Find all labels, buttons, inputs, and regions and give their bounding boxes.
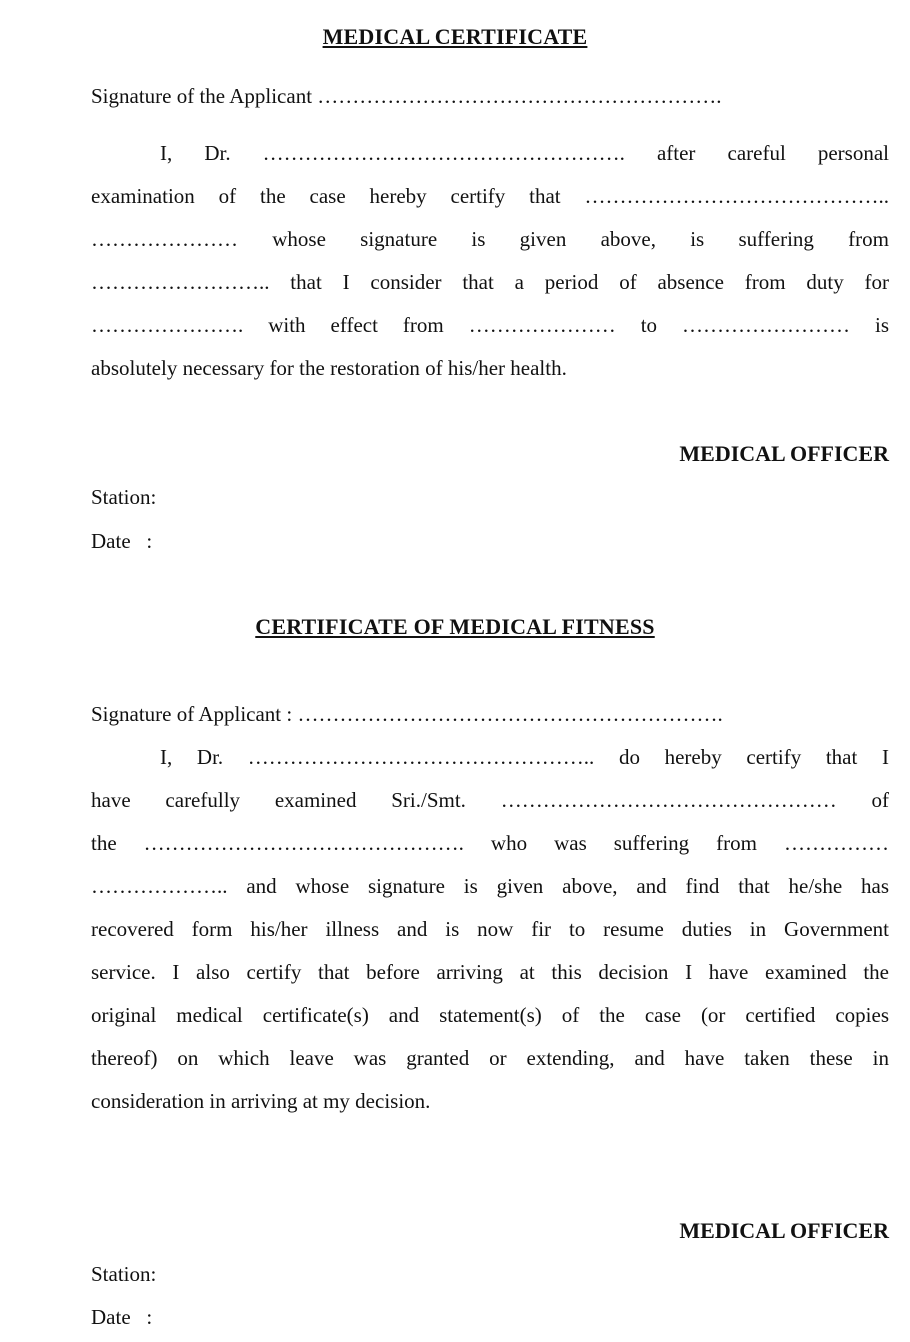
- medical-certificate-title: MEDICAL CERTIFICATE: [322, 24, 588, 49]
- medical-officer-signature-1: MEDICAL OFFICER: [679, 441, 889, 466]
- fitness-applicant-signature-line: Signature of Applicant : …………………………………………………….: [91, 702, 723, 726]
- fitness-body-line-5: recovered form his/her illness and is now fir to resume duties in Government: [91, 917, 889, 941]
- station-label-1: Station:: [91, 485, 157, 509]
- certificate-body-line-2: examination of the case hereby certify that ……………………………………..: [91, 184, 889, 208]
- fitness-body-line-7: original medical certificate(s) and statement(s) of the case (or certified copies: [91, 1003, 889, 1027]
- fitness-body-line-8: thereof) on which leave was granted or extending, and have taken these in: [91, 1046, 889, 1070]
- fitness-body-line-2: have carefully examined Sri./Smt. ………………………………………… of: [91, 788, 889, 812]
- fitness-body-line-1: I, Dr. ………………………………………….. do hereby certify that I: [160, 745, 889, 769]
- fitness-body-line-3: the ………………………………………. who was suffering from ……………: [91, 831, 889, 855]
- fitness-body-line-6: service. I also certify that before arriving at this decision I have examined the: [91, 960, 889, 984]
- date-label-2: Date :: [91, 1305, 153, 1329]
- certificate-body-line-3: ………………… whose signature is given above, is suffering from: [91, 227, 889, 251]
- station-label-2: Station:: [91, 1262, 157, 1286]
- medical-officer-signature-2: MEDICAL OFFICER: [679, 1218, 889, 1243]
- date-label-1: Date :: [91, 529, 153, 553]
- certificate-body-line-6: absolutely necessary for the restoration of his/her health.: [91, 356, 567, 380]
- certificate-body-line-1: I, Dr. ……………………………………………. after careful personal: [160, 141, 889, 165]
- certificate-body-line-4: …………………….. that I consider that a period of absence from duty for: [91, 270, 889, 294]
- applicant-signature-line: Signature of the Applicant ………………………………………………….: [91, 84, 722, 108]
- fitness-body-line-9: consideration in arriving at my decision.: [91, 1089, 431, 1113]
- fitness-body-line-4: ……………….. and whose signature is given above, and find that he/she has: [91, 874, 889, 898]
- medical-fitness-title: CERTIFICATE OF MEDICAL FITNESS: [255, 614, 655, 639]
- certificate-body-line-5: …………………. with effect from ………………… to …………………… is: [91, 313, 889, 337]
